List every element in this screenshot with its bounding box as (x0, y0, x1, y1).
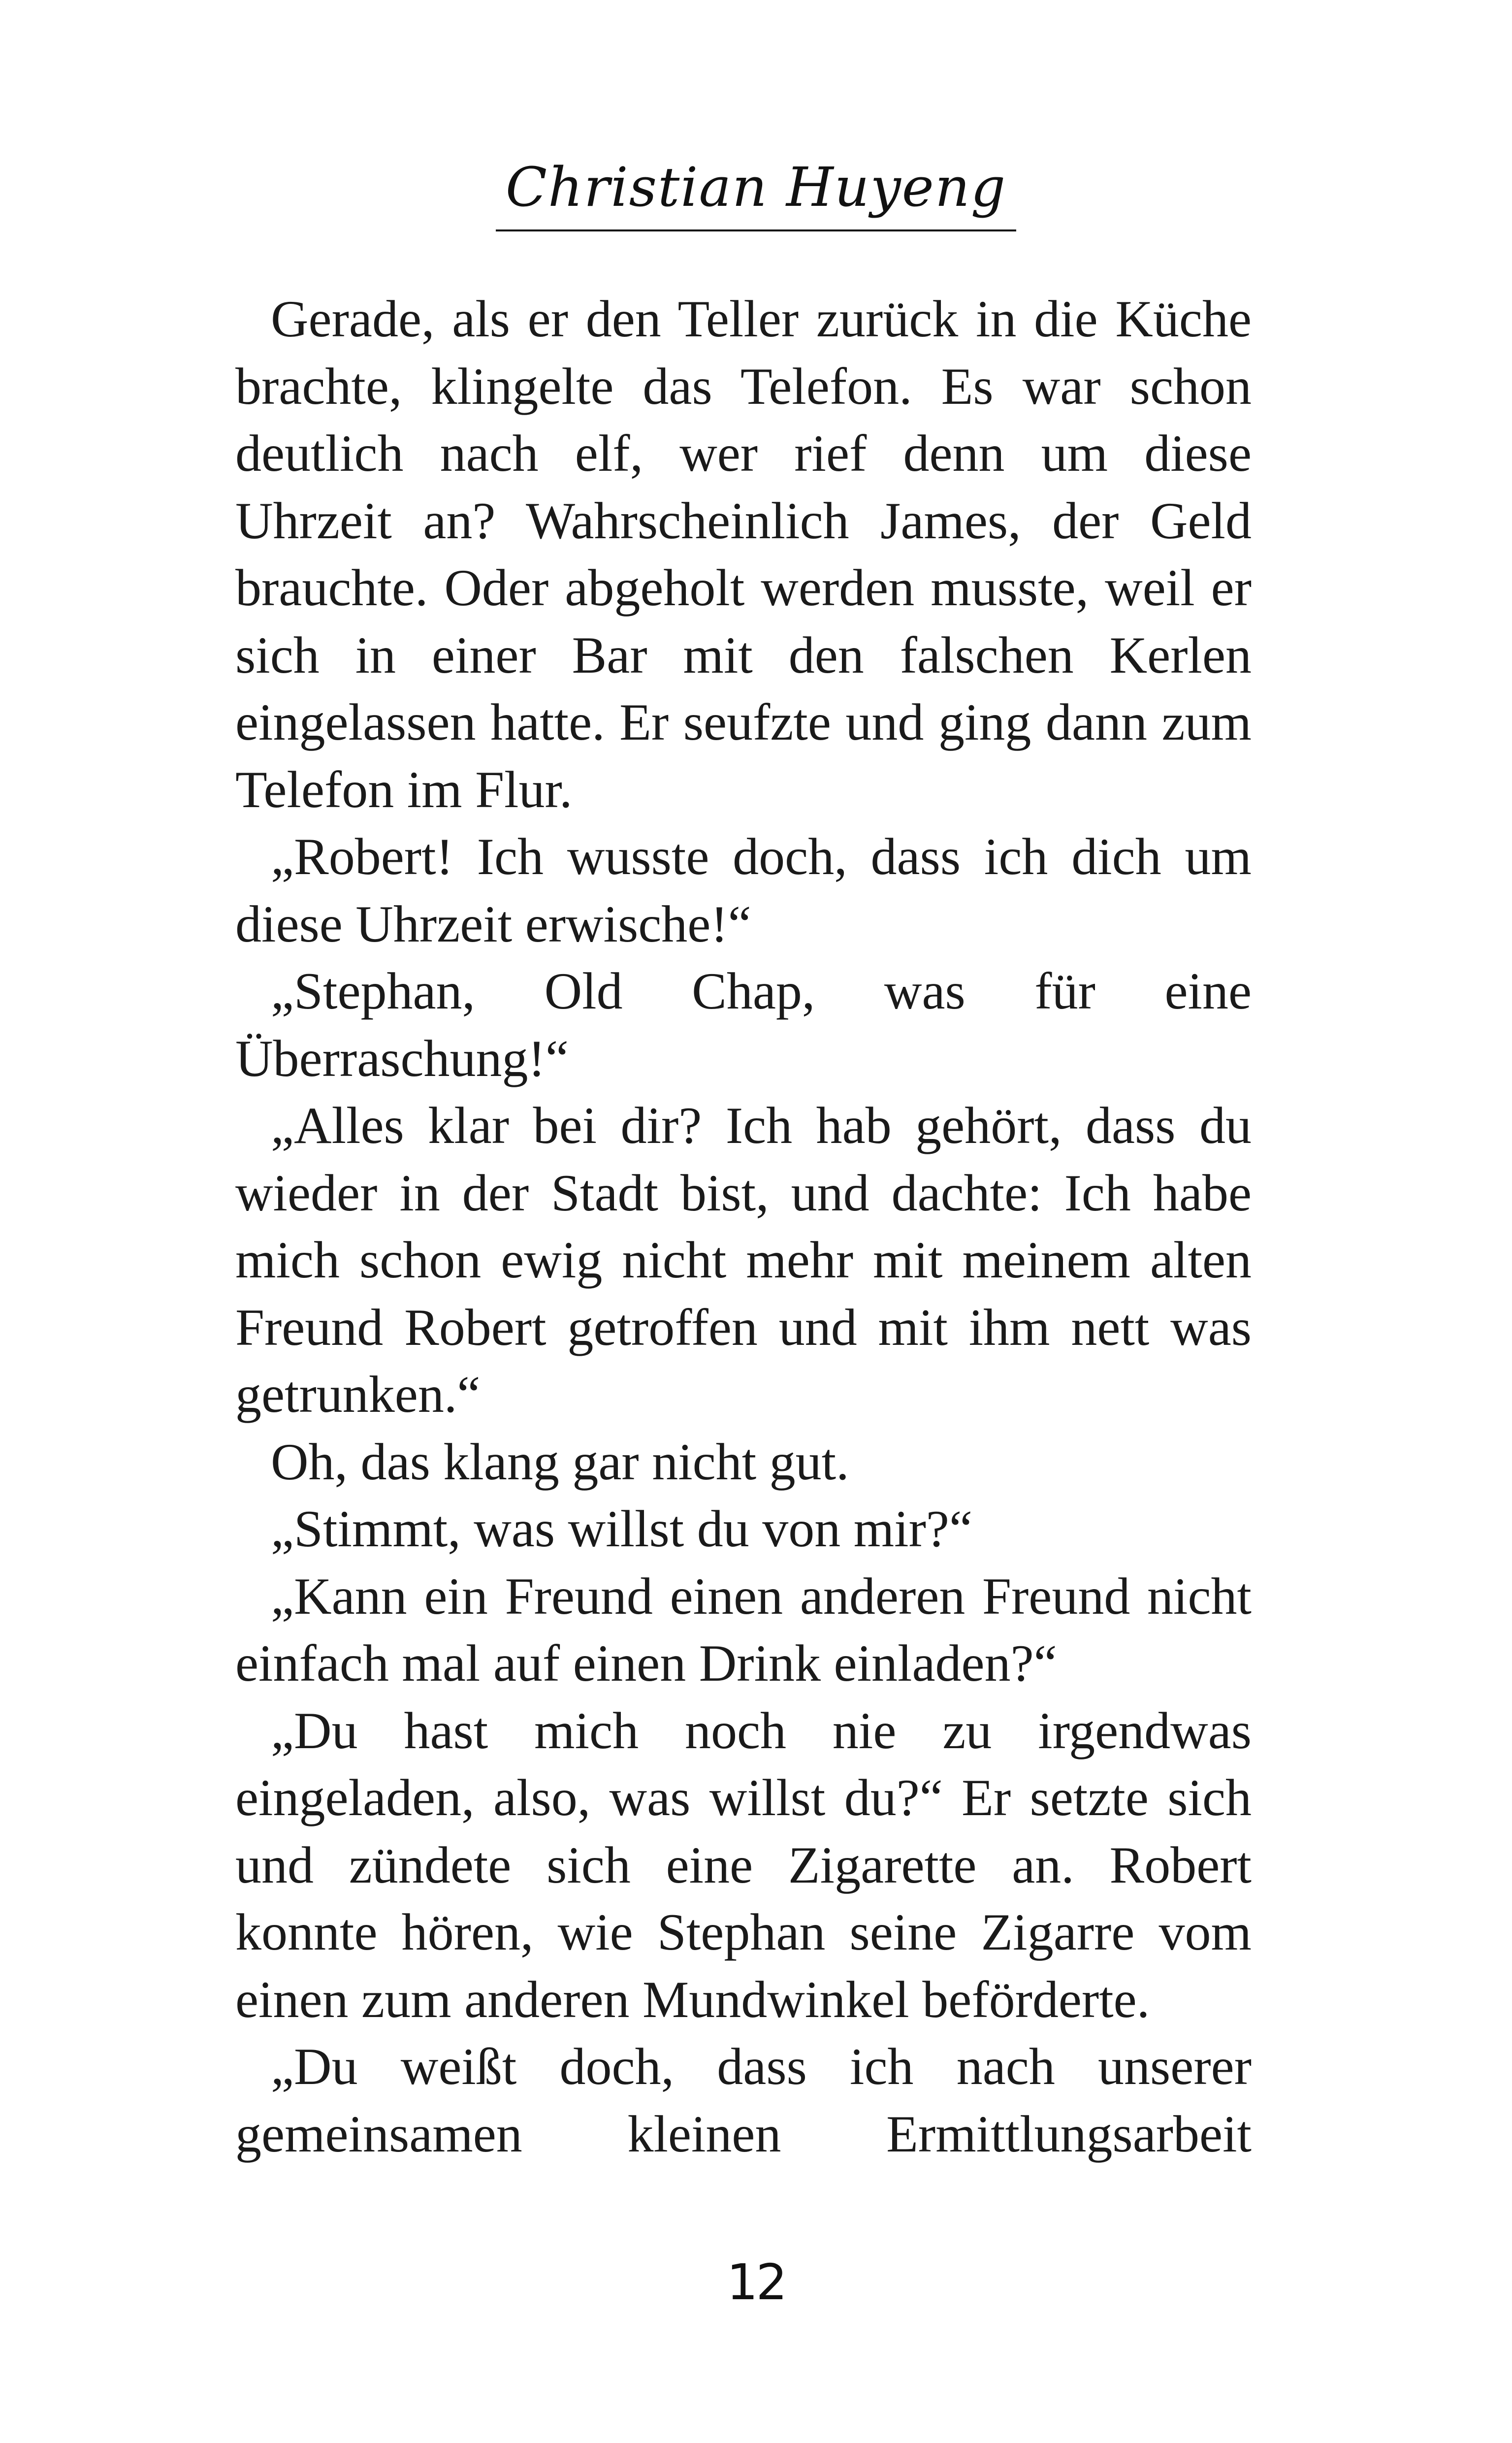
paragraph: „Alles klar bei dir? Ich hab gehört, dass du wieder in der Stadt bist, und dachte: Ich habe mich schon ewig nicht mehr mit meinem alten Freund Robert getroffen und mit ihm nett was getrunken.“ (235, 1097, 1252, 1423)
paragraph: Oh, das klang gar nicht gut. (271, 1433, 849, 1491)
paragraph: „Du weißt doch, dass ich nach unserer gemeinsamen kleinen Ermittlungsarbeit (235, 2038, 1252, 2163)
body-text (235, 286, 1252, 2168)
page-number: 12 (726, 2253, 786, 2311)
running-header (0, 148, 1512, 231)
paragraph: „Stimmt, was willst du von mir?“ (271, 1500, 972, 1558)
paragraph: „Kann ein Freund einen anderen Freund nicht einfach mal auf einen Drink einladen?“ (235, 1567, 1252, 1692)
author-signature: Christian Huyeng (496, 148, 1016, 231)
paragraph: „Stephan, Old Chap, was für eine Überraschung!“ (235, 962, 1252, 1087)
paragraph: Gerade, als er den Teller zurück in die Küche brachte, klingelte das Telefon. Es war schon deutlich nach elf, wer rief denn um diese Uhrzeit an? Wahrscheinlich James, der Geld brauchte. Oder abgeholt werden musste, weil er sich in einer Bar mit den falschen Kerlen eingelassen hatte. Er seufzte und ging dann zum Telefon im Flur. (235, 290, 1252, 818)
paragraph: „Du hast mich noch nie zu irgendwas eingeladen, also, was willst du?“ Er setzte sich und zündete sich eine Zigarette an. Robert konnte hören, wie Stephan seine Zigarre vom einen zum anderen Mundwinkel beförderte. (235, 1701, 1252, 2028)
paragraph: „Robert! Ich wusste doch, dass ich dich um diese Uhrzeit erwische!“ (235, 828, 1252, 953)
